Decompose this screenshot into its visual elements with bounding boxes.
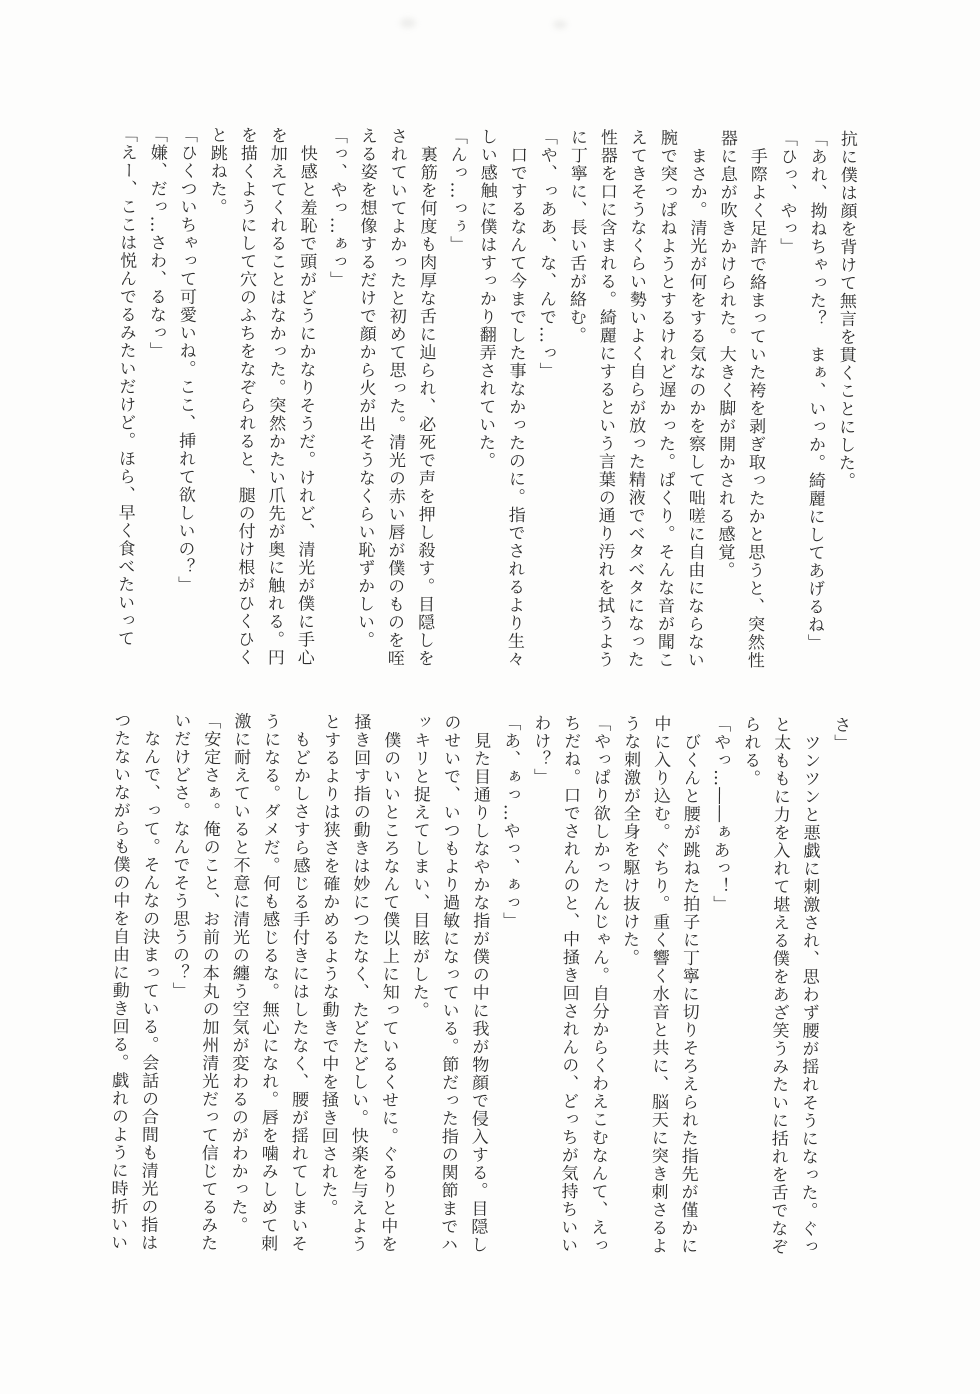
- text-line: されていてよかったと初めて思った。清光の赤い唇が僕のものを咥: [383, 127, 408, 668]
- text-line: 「嫌、だっ…さわ、るなっ」: [145, 125, 168, 360]
- text-line: さ」: [830, 715, 851, 752]
- text-line: 「っ、やっ…ぁっ」: [326, 126, 348, 289]
- text-line: うな刺激が全身を駆け抜けた。: [618, 714, 641, 967]
- text-line: 抗に僕は顔を背けて無言を貫くことにした。: [834, 129, 858, 490]
- text-line: わけ？」: [529, 713, 551, 787]
- text-line: を加えてくれることはなかった。突然かたい爪先が奥に触れる。円: [263, 126, 288, 667]
- text-block-bottom: [90, 711, 855, 1264]
- text-line: 見た目通りしなやかな指が僕の中に我が物顔で侵入する。目隠し: [467, 713, 491, 1254]
- text-line: と太ももに力を入れて堪える僕をあざ笑うみたいに括れを舌でなぞ: [767, 715, 791, 1256]
- text-line: 口でするなんて今までした事なかったのに。指でされるより生々: [503, 127, 528, 668]
- text-line: 「えー、ここは悦んでるみたいだけど。ほら、早く食べたいって: [113, 125, 138, 648]
- text-line: うになる。ダメだ。何も感じるな。無心になれ。唇を噛みしめて刺: [257, 712, 281, 1253]
- text-line: 「あれ、拗ねちゃった？ まぁ、いっか。綺麗にしてあげるね」: [803, 129, 828, 652]
- text-line: 激に耐えていると不意に清光の纏う空気が変わるのがわかった。: [227, 712, 251, 1235]
- text-line: える姿を想像するだけで顔から火が出そうなくらい恥ずかしい。: [353, 126, 378, 650]
- text-line: ツンツンと悪戯に刺激され、思わず腰が揺れそうになった。ぐっ: [797, 715, 821, 1256]
- text-line: 「んっ…っぅ」: [446, 127, 468, 254]
- text-line: 「ひくついちゃって可愛いね。ここ、挿れて欲しいの？」: [174, 125, 198, 594]
- text-line: いだけどさ。なんでそう思うの？」: [168, 711, 191, 1000]
- text-line: 「や、っああ、な、んで…っ」: [535, 128, 558, 381]
- text-line: もどかしさすら感じる手付きにはしたなく、腰が揺れてしまいそ: [287, 712, 311, 1253]
- text-line: と跳ねた。: [206, 126, 228, 217]
- text-line: びくんと腰が跳ねた拍子に丁寧に切りそろえられた指先が僅かに: [677, 714, 701, 1256]
- text-line: 性器を口に含まれる。綺麗にするという言葉の通り汚れを拭うよう: [593, 128, 618, 669]
- text-line: まさか。清光が何をする気なのかを察して咄嗟に自由にならない: [683, 128, 708, 670]
- text-line: のせいで、いつもより過敏になっている。節だった指の関節までハ: [437, 713, 461, 1254]
- text-line: 掻き回す指の動きは妙につたなく、たどたどしい。快楽を与えよう: [347, 712, 371, 1254]
- text-line: とするよりは狭さを確かめるような動きで中を掻き回された。: [317, 712, 341, 1217]
- text-line: られる。: [739, 715, 761, 788]
- text-line: 手際よく足許で絡まっていた袴を剥ぎ取ったかと思うと、突然性: [743, 129, 768, 670]
- text-line: に丁寧に、長い舌が絡む。: [565, 128, 588, 345]
- text-line: 器に息が吹きかけられた。大きく脚が開かされる感覚。: [714, 129, 738, 580]
- text-line: 快感と羞恥で頭がどうにかなりそうだ。けれど、清光が僕に手心: [293, 126, 318, 667]
- text-line: 「安定さぁ。俺のこと、お前の本丸の加州清光だって信じてるみた: [197, 711, 221, 1253]
- text-line: なんで、って。そんなの決まっている。会話の合間も清光の指は: [137, 711, 161, 1252]
- text-line: を描くようにして穴のふちをなぞられると、腿の付け根がひくひく: [233, 126, 258, 667]
- text-line: 「あ、ぁっ…やっ、ぁっ」: [499, 713, 521, 930]
- text-line: 「ひっ、やっ」: [776, 129, 798, 256]
- text-line: 「やっ…――ぁあっ！」: [709, 715, 731, 914]
- text-line: つたないながらも僕の中を自由に動き回る。戯れのように時折いい: [107, 711, 131, 1252]
- text-line: 中に入り込む。ぐちり。重く響く水音と共に、脳天に突き刺さるよ: [647, 714, 671, 1255]
- text-line: 腕で突っぱねようとするけれど遅かった。ぱくり。そんな音が聞こ: [653, 128, 678, 669]
- text-line: ちだね。口でされんのと、中掻き回されんの、どっちが気持ちいい: [557, 714, 581, 1255]
- text-line: しい感触に僕はすっかり翻弄されていた。: [474, 127, 498, 470]
- text-block-top: [97, 125, 862, 678]
- text-line: えてきそうなくらい勢いよく自らが放った精液でベタベタになった: [623, 128, 648, 669]
- text-line: 僕のいいところなんて僕以上に知っているくせに。ぐるりと中を: [377, 713, 401, 1254]
- text-line: 「やっぱり欲しかったんじゃん。自分からくわえこむなんて、えっ: [587, 714, 611, 1255]
- text-line: ッキリと捉えてしまい、目眩がした。: [408, 713, 431, 1020]
- text-line: 裏筋を何度も肉厚な舌に辿られ、必死で声を押し殺す。目隠しを: [413, 127, 438, 668]
